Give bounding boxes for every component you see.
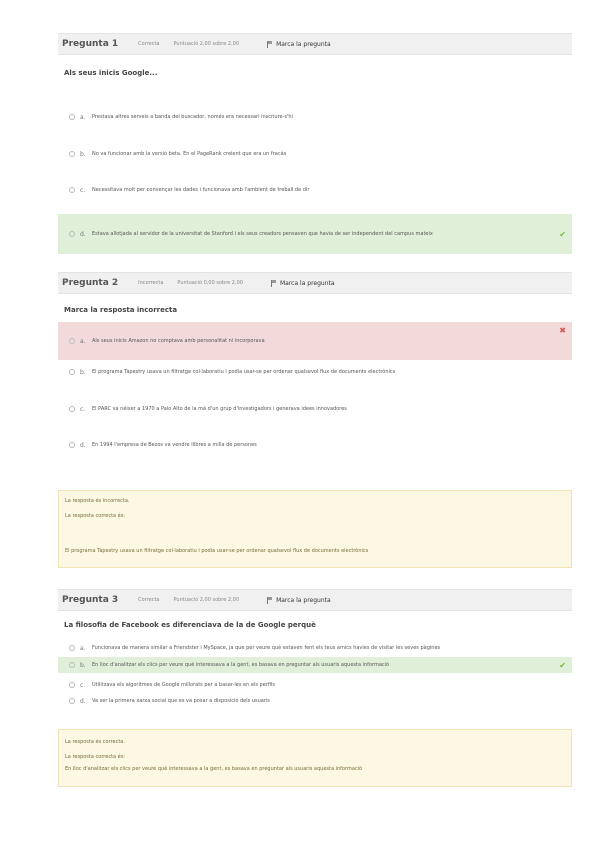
- question-state: Incorrecta: [138, 280, 164, 286]
- answer-text: El programa Tapestry usava un filtratge col·laboratiu i podia usar-se per ordenar qualsevol flux de documents electrònics: [92, 369, 396, 375]
- question-1-answer-c[interactable]: [58, 183, 572, 197]
- question-2-answer-b[interactable]: [58, 365, 572, 379]
- flag-label: Marca la pregunta: [279, 279, 335, 287]
- feedback-state: La resposta és correcta.: [65, 739, 125, 745]
- question-1-header: [58, 33, 572, 55]
- question-number: Pregunta 3: [62, 595, 119, 605]
- question-1-answer-d[interactable]: [58, 214, 572, 254]
- radio-button[interactable]: [69, 231, 75, 237]
- question-number: Pregunta 1: [62, 39, 119, 49]
- feedback-correct-label: La resposta correcta és:: [65, 754, 126, 760]
- answer-text: Necessitava molt per convençar les dades i funcionava amb l'ambient de treball de dir: [92, 187, 310, 193]
- question-state: Correcta: [138, 41, 160, 47]
- answer-text: Utilitzava els algoritmes de Google millorats per a basar-les en els perfils: [92, 682, 275, 688]
- flag-label: Marca la pregunta: [276, 596, 331, 604]
- answer-letter: a.: [80, 337, 86, 345]
- question-number: Pregunta 2: [62, 278, 119, 288]
- question-2-text: Marca la resposta incorrecta: [64, 306, 178, 314]
- question-3-answer-c[interactable]: [58, 679, 572, 691]
- radio-button[interactable]: [69, 442, 75, 448]
- answer-text: Funcionava de manera similar a Friendster i MySpace, ja que per veure què estaven fent els teus amics havies de visitar les seves pàgines: [92, 645, 441, 651]
- question-mark: Puntuació 0,00 sobre 2,00: [177, 280, 243, 286]
- feedback-correct-answer: El programa Tapestry usava un filtratge col·laboratiu i podia usar-se per ordenar qualsevol flux de documents electrònics: [65, 548, 369, 554]
- radio-button[interactable]: [69, 187, 75, 193]
- question-2-header: [58, 272, 572, 294]
- flag-question-link[interactable]: [267, 41, 331, 48]
- question-3-header: [58, 589, 572, 611]
- answer-letter: c.: [80, 186, 86, 194]
- answer-letter: c.: [80, 405, 86, 413]
- feedback-correct-label: La resposta correcta és:: [65, 513, 126, 519]
- answer-text: En lloc d'analitzar els clics per veure què interessava a la gent, es basava en preguntar als usuaris aquesta informació: [92, 662, 390, 668]
- answer-letter: b.: [80, 368, 86, 376]
- flag-icon: [267, 41, 273, 47]
- answer-letter: d.: [80, 441, 86, 449]
- feedback-correct-answer: En lloc d'analitzar els clics per veure què interessava a la gent, es basava en preguntar als usuaris aquesta informació: [65, 766, 363, 772]
- flag-question-link[interactable]: [271, 280, 335, 287]
- question-mark: Puntuació 2,00 sobre 2,00: [173, 41, 240, 47]
- question-1-answer-a[interactable]: [58, 110, 572, 124]
- answer-letter: a.: [80, 113, 86, 121]
- question-1-answer-b[interactable]: [58, 147, 572, 161]
- radio-button[interactable]: [69, 645, 75, 651]
- cross-icon: ✖: [559, 326, 566, 335]
- question-state: Correcta: [138, 597, 160, 603]
- answer-text: Als seus inicis Amazon no comptava amb personalitat ni incorporava: [92, 338, 265, 344]
- answer-text: Prestava altres serveis a banda del buscador, només era necessari inscriure-s'hi: [92, 114, 293, 120]
- radio-button[interactable]: [69, 151, 75, 157]
- answer-text: El PARC va néixer a 1970 a Palo Alto de la mà d'un grup d'investigadors i generava idees innovadores: [92, 406, 347, 412]
- answer-letter: b.: [80, 661, 86, 669]
- question-2-answer-c[interactable]: [58, 402, 572, 416]
- flag-icon: [267, 597, 273, 603]
- answer-letter: d.: [80, 697, 86, 705]
- question-2-feedback: [58, 490, 572, 568]
- question-3-feedback: [58, 729, 572, 787]
- answer-letter: c.: [80, 681, 86, 689]
- answer-text: No va funcionar amb la versió beta. En el PageRank creient que era un fracàs: [92, 151, 287, 157]
- question-1-text: Als seus inicis Google...: [64, 69, 158, 77]
- question-2-answer-d[interactable]: [58, 438, 572, 452]
- radio-button[interactable]: [69, 338, 75, 344]
- question-3-answer-a[interactable]: [58, 642, 572, 654]
- radio-button[interactable]: [69, 369, 75, 375]
- flag-label: Marca la pregunta: [276, 40, 331, 48]
- flag-question-link[interactable]: [267, 597, 331, 604]
- question-3-answer-b[interactable]: [58, 657, 572, 673]
- radio-button[interactable]: [69, 406, 75, 412]
- answer-letter: d.: [80, 230, 86, 238]
- radio-button[interactable]: [69, 662, 75, 668]
- answer-text: Estava allotjada al servidor de la universitat de Stanford i els seus creadors pensaven que havia de ser independent del campus mateix: [92, 231, 433, 237]
- radio-button[interactable]: [69, 698, 75, 704]
- answer-text: En 1994 l'empresa de Bezos va vendre llibres a milla de persones: [92, 442, 257, 448]
- answer-letter: b.: [80, 150, 86, 158]
- question-3-text: La filosofia de Facebook es diferenciava de la de Google perquè: [64, 621, 316, 629]
- question-2-answer-a[interactable]: [58, 322, 572, 360]
- answer-letter: a.: [80, 644, 86, 652]
- flag-icon: [271, 280, 277, 286]
- answer-text: Va ser la primera xarxa social que es va posar a disposició dels usuaris: [92, 698, 270, 704]
- radio-button[interactable]: [69, 114, 75, 120]
- feedback-state: La resposta és incorrecta.: [65, 498, 130, 504]
- question-3-answer-d[interactable]: [58, 695, 572, 707]
- check-icon: ✔: [559, 660, 566, 670]
- question-mark: Puntuació 2,00 sobre 2,00: [173, 597, 240, 603]
- radio-button[interactable]: [69, 682, 75, 688]
- check-icon: ✔: [559, 229, 566, 239]
